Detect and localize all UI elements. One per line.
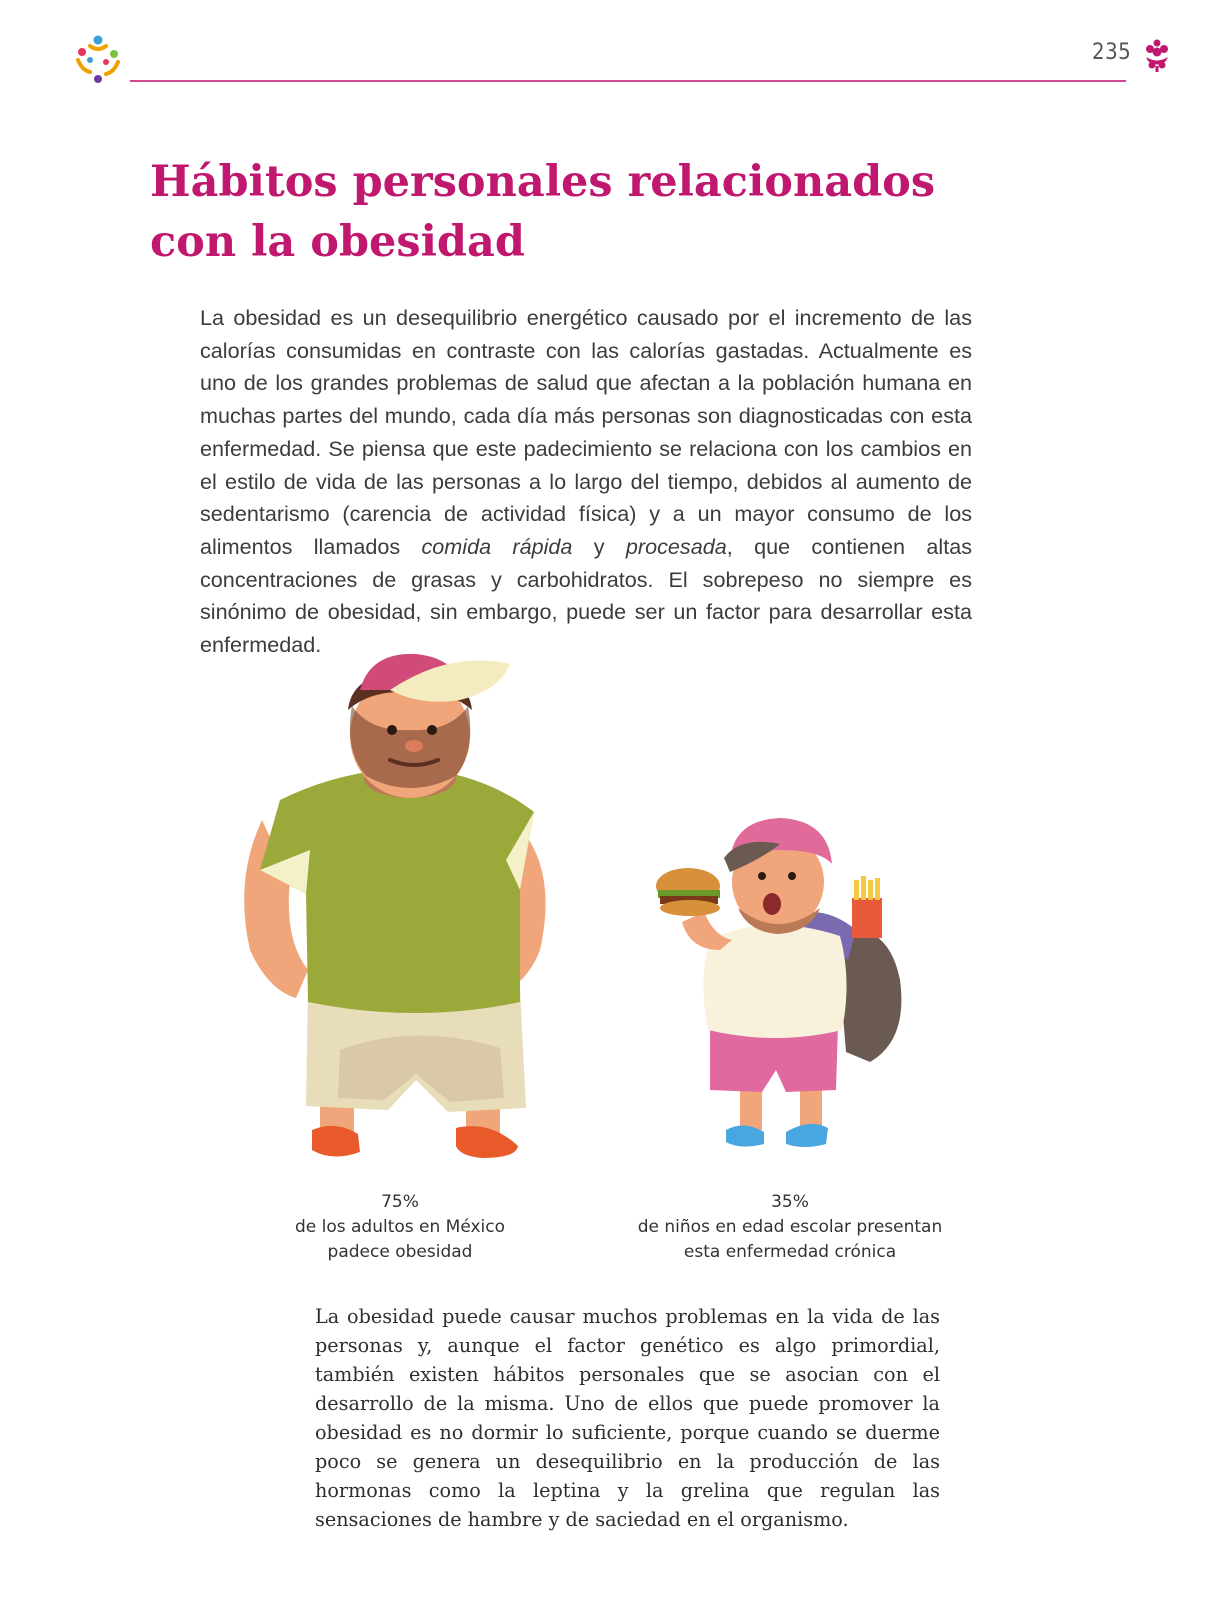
intro-paragraph: [200, 302, 972, 662]
overweight-adult-illustration: [244, 654, 545, 1158]
child-percent: 35%: [771, 1192, 809, 1212]
adult-caption-line-1: de los adultos en México: [294, 1217, 506, 1237]
page-number: 235: [1092, 40, 1132, 65]
intro-text-3: , que contienen altas concentraciones de grasas y carbohidratos. El sobrepeso no siempre es sinónimo de obesidad, sin embargo, puede ser un factor para desarrollar esta enfermedad.: [200, 533, 973, 658]
title-line-1: Hábitos personales relacionados: [150, 157, 936, 207]
pink-ornament-icon: [1142, 38, 1172, 72]
intro-text-2: y: [572, 533, 626, 559]
title-line-2: con la obesidad: [150, 217, 525, 267]
intro-emphasis-processed: procesada: [625, 533, 727, 559]
colorful-people-circle-logo-icon: [70, 30, 126, 86]
adult-statistic-caption: [280, 1190, 520, 1265]
header-rule: [130, 80, 1126, 82]
intro-text-1: La obesidad es un desequilibrio energético causado por el incremento de las calorías consumidas en contraste con las calorías gastadas. Actualmente es uno de los grandes problemas de salud que afectan a la población humana en muchas partes del mundo, cada día más personas son diagnosticadas con esta enfermedad. Se piensa que este padecimiento se relaciona con los cambios en el estilo de vida de las personas a lo largo del tiempo, debidos al aumento de sedentarismo (carencia de actividad física) y a un mayor consumo de los alimentos llamados: [200, 305, 972, 559]
child-caption-line-1: de niños en edad escolar presentan: [637, 1217, 943, 1237]
obesity-illustration: [220, 650, 940, 1190]
child-statistic-caption: [620, 1190, 960, 1265]
child-caption-line-2: esta enfermedad crónica: [683, 1242, 897, 1262]
burger-icon: [656, 868, 720, 916]
intro-emphasis-fast-food: comida rápida: [421, 533, 573, 559]
page-title: [150, 152, 1050, 272]
overweight-child-eating-burger-illustration: [656, 818, 901, 1147]
closing-paragraph: La obesidad puede causar muchos problemas en la vida de las personas y, aunque el factor genético es algo primordial, también existen hábitos personales que se asocian con el desarrollo de la misma. Uno de ellos que puede promover la obesidad es no dormir lo suficiente, porque cuando se duerme poco se genera un desequilibrio en la producción de las hormonas como la leptina y la grelina que regulan las sensaciones de hambre y de saciedad en el organismo.: [315, 1305, 940, 1531]
adult-caption-line-2: padece obesidad: [327, 1242, 473, 1262]
adult-percent: 75%: [381, 1192, 419, 1212]
